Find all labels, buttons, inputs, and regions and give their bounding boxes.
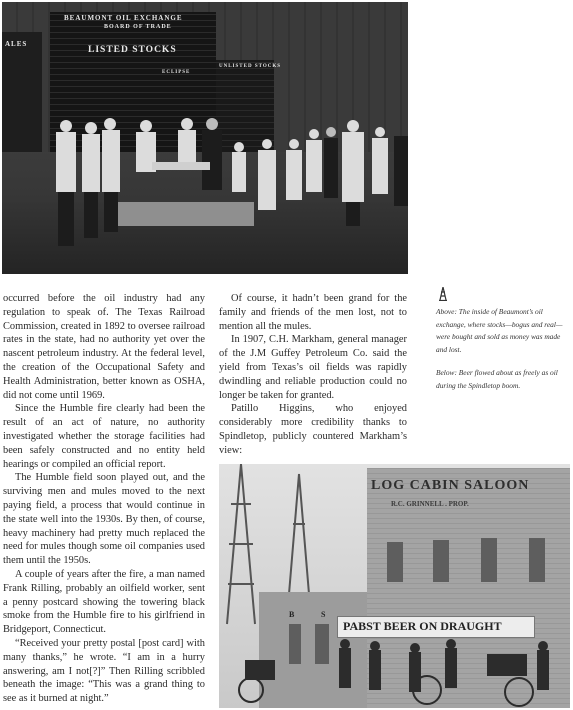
caption-below: Below: Beer flowed about as freely as oil during the Spindletop boom. [436, 368, 558, 390]
saloon-photo [219, 464, 570, 708]
sales-sign: ALES [5, 40, 28, 48]
unlisted-stocks-sign: UNLISTED STOCKS [219, 64, 282, 69]
door-letter-b: B [289, 610, 295, 619]
caption-above: Above: The inside of Beaumont’s oil exchange, where stocks—bogus and real—were bought and sold as money was made and lost. [436, 307, 563, 354]
photo-caption [436, 306, 566, 403]
paragraph: Patillo Higgins, who enjoyed considerably more credibility thanks to Spindletop, publicly countered Markham’s view: [219, 403, 407, 456]
oil-derrick-icon [438, 287, 448, 301]
owner-sign: R.C. GRINNELL . PROP. [391, 500, 469, 508]
listed-stocks-sign: LISTED STOCKS [88, 45, 177, 55]
paragraph: The Humble field soon played out, and the surviving men and mules moved to the next paying field, a process that would continue in the state well into the 1930s. By then, of course, heavy machinery had pretty much replaced the need for mules though some oil companies used them until the 1950s. [3, 472, 205, 567]
beer-banner-text: PABST BEER ON DRAUGHT [343, 619, 502, 633]
paragraph: Of course, it hadn’t been grand for the family and friends of the men lost, not to mention all the mules. [219, 293, 407, 332]
board-of-trade-sign: BOARD OF TRADE [104, 24, 172, 30]
door-letter-s: S [321, 610, 326, 619]
crowd-of-men [2, 2, 408, 274]
oil-exchange-photo [2, 2, 408, 274]
exchange-sign: BEAUMONT OIL EXCHANGE [64, 14, 183, 22]
left-text-column [3, 292, 205, 706]
saloon-sign: LOG CABIN SALOON [371, 478, 530, 493]
paragraph: “Received your pretty postal [post card] with many thanks,” he wrote. “I am in a hurry answering, am I not[?]” Then Rilling scribbled beneath the image: “This was a grand thing to see as it burned at night.” [3, 637, 205, 705]
middle-text-column [219, 292, 407, 458]
eclipse-sign: ECLIPSE [162, 70, 191, 75]
paragraph: Since the Humble fire clearly had been the result of an act of nature, no authority investigated whether the storage facilities had been safely constructed and no entity held hearings or compiled an official report. [3, 403, 205, 470]
paragraph: A couple of years after the fire, a man named Frank Rilling, probably an oilfield worker, sent a penny postcard showing the towering black smoke from the Humble fire to his girlfriend in Bridgeport, Connecticut. [3, 568, 205, 636]
paragraph: In 1907, C.H. Markham, general manager of the J.M Guffey Petroleum Co. said the yield from Texas’s oil fields was rapidly dwindling and reliable production could no longer be taken for granted. [219, 334, 407, 401]
paragraph: occurred before the oil industry had any regulation to speak of. The Texas Railroad Commission, created in 1892 to oversee railroad rates in the state, had no authority yet over the nascent petroleum industry. At the federal level, the creation of the Occupational Safety and Health Administration, better known as OSHA, did not come until 1969. [3, 293, 205, 401]
street-crowd [219, 464, 570, 708]
